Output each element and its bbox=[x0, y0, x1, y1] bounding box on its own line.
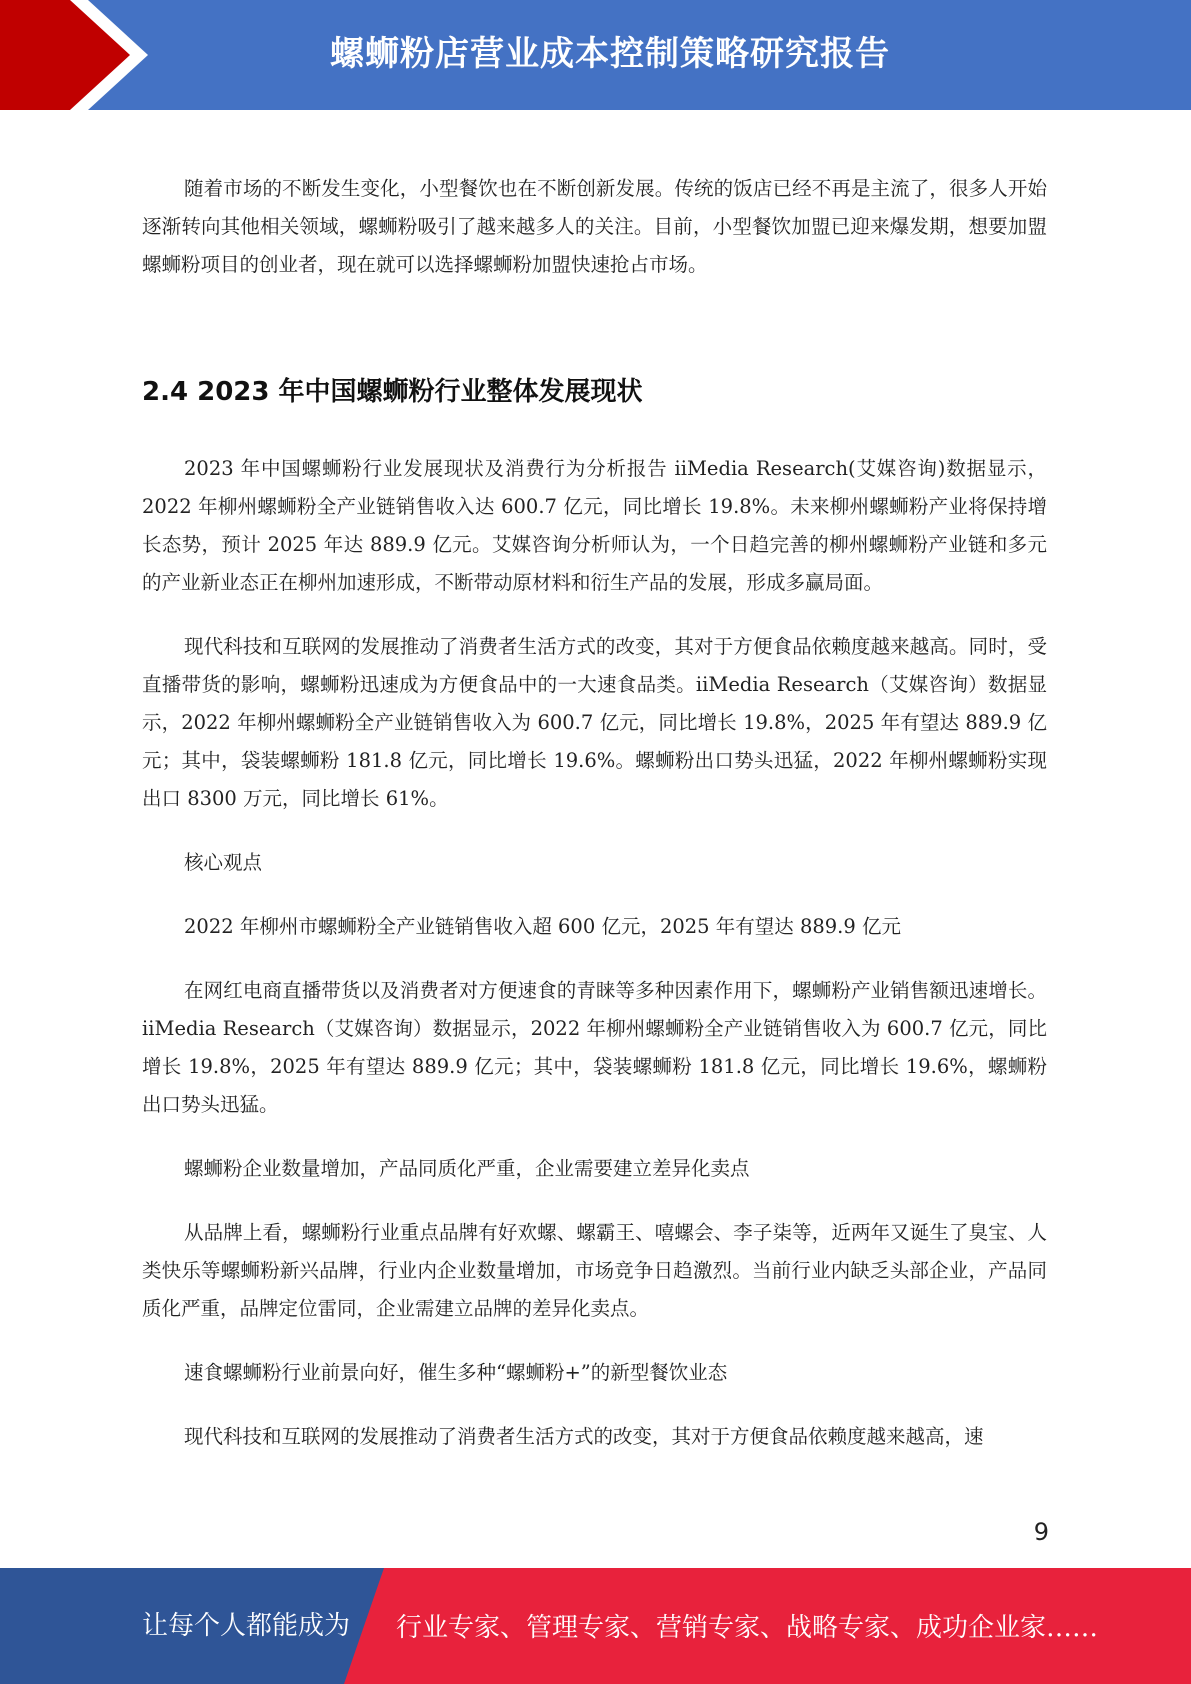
page-header bbox=[0, 0, 1191, 110]
paragraph: 现代科技和互联网的发展推动了消费者生活方式的改变，其对于方便食品依赖度越来越高，速 bbox=[184, 1425, 984, 1448]
paragraph: 现代科技和互联网的发展推动了消费者生活方式的改变，其对于方便食品依赖度越来越高。同时，受直播带货的影响，螺蛳粉迅速成为方便食品中的一大速食品类。iiMedia Research（艾媒咨询）数据显示，2022 年柳州螺蛳粉全产业链销售收入为 600.7 亿元，同比增长 19.8%，2025 年有望达 889.9 亿元；其中，袋装螺蛳粉 181.8 亿元，同比增长 19.6%。螺蛳粉出口势头迅猛，2022 年柳州螺蛳粉实现出口 8300 万元，同比增长 61%。 bbox=[142, 635, 1047, 810]
paragraph: 2023 年中国螺蛳粉行业发展现状及消费行为分析报告 iiMedia Research(艾媒咨询)数据显示，2022 年柳州螺蛳粉全产业链销售收入达 600.7 亿元，同比增长 19.8%。未来柳州螺蛳粉产业将保持增长态势，预计 2025 年达 889.9 亿元。艾媒咨询分析师认为，一个日趋完善的柳州螺蛳粉产业链和多元的产业新业态正在柳州加速形成，不断带动原材料和衍生产品的发展，形成多赢局面。 bbox=[142, 457, 1047, 594]
paragraph: 从品牌上看，螺蛳粉行业重点品牌有好欢螺、螺霸王、嘻螺会、李子柒等，近两年又诞生了臭宝、人类快乐等螺蛳粉新兴品牌，行业内企业数量增加，市场竞争日趋激烈。当前行业内缺乏头部企业，产品同质化严重，品牌定位雷同，企业需建立品牌的差异化卖点。 bbox=[142, 1221, 1047, 1320]
report-title: 螺蛳粉店营业成本控制策略研究报告 bbox=[330, 34, 890, 74]
footer-slogan-right: 行业专家、管理专家、营销专家、战略专家、成功企业家…… bbox=[396, 1613, 1099, 1643]
subheading-core-views: 核心观点 bbox=[184, 851, 263, 874]
section-heading: 2.4 2023 年中国螺蛳粉行业整体发展现状 bbox=[142, 377, 643, 407]
intro-paragraph: 随着市场的不断发生变化，小型餐饮也在不断创新发展。传统的饭店已经不再是主流了，很多人开始逐渐转向其他相关领域，螺蛳粉吸引了越来越多人的关注。目前，小型餐饮加盟已迎来爆发期，想要加盟螺蛳粉项目的创业者，现在就可以选择螺蛳粉加盟快速抢占市场。 bbox=[142, 177, 1047, 276]
document-body bbox=[142, 170, 1047, 1456]
subheading: 螺蛳粉企业数量增加，产品同质化严重，企业需要建立差异化卖点 bbox=[184, 1157, 750, 1180]
page-footer bbox=[0, 1568, 1191, 1684]
page-number: 9 bbox=[1033, 1518, 1049, 1546]
subheading: 速食螺蛳粉行业前景向好，催生多种“螺蛳粉+”的新型餐饮业态 bbox=[184, 1361, 728, 1384]
footer-slogan-left: 让每个人都能成为 bbox=[142, 1611, 351, 1641]
paragraph: 在网红电商直播带货以及消费者对方便速食的青睐等多种因素作用下，螺蛳粉产业销售额迅速增长。iiMedia Research（艾媒咨询）数据显示，2022 年柳州螺蛳粉全产业链销售收入为 600.7 亿元，同比增长 19.8%，2025 年有望达 889.9 亿元；其中，袋装螺蛳粉 181.8 亿元，同比增长 19.6%，螺蛳粉出口势头迅猛。 bbox=[142, 979, 1047, 1116]
subheading: 2022 年柳州市螺蛳粉全产业链销售收入超 600 亿元，2025 年有望达 889.9 亿元 bbox=[184, 915, 901, 938]
red-chevron-decoration bbox=[0, 0, 160, 110]
